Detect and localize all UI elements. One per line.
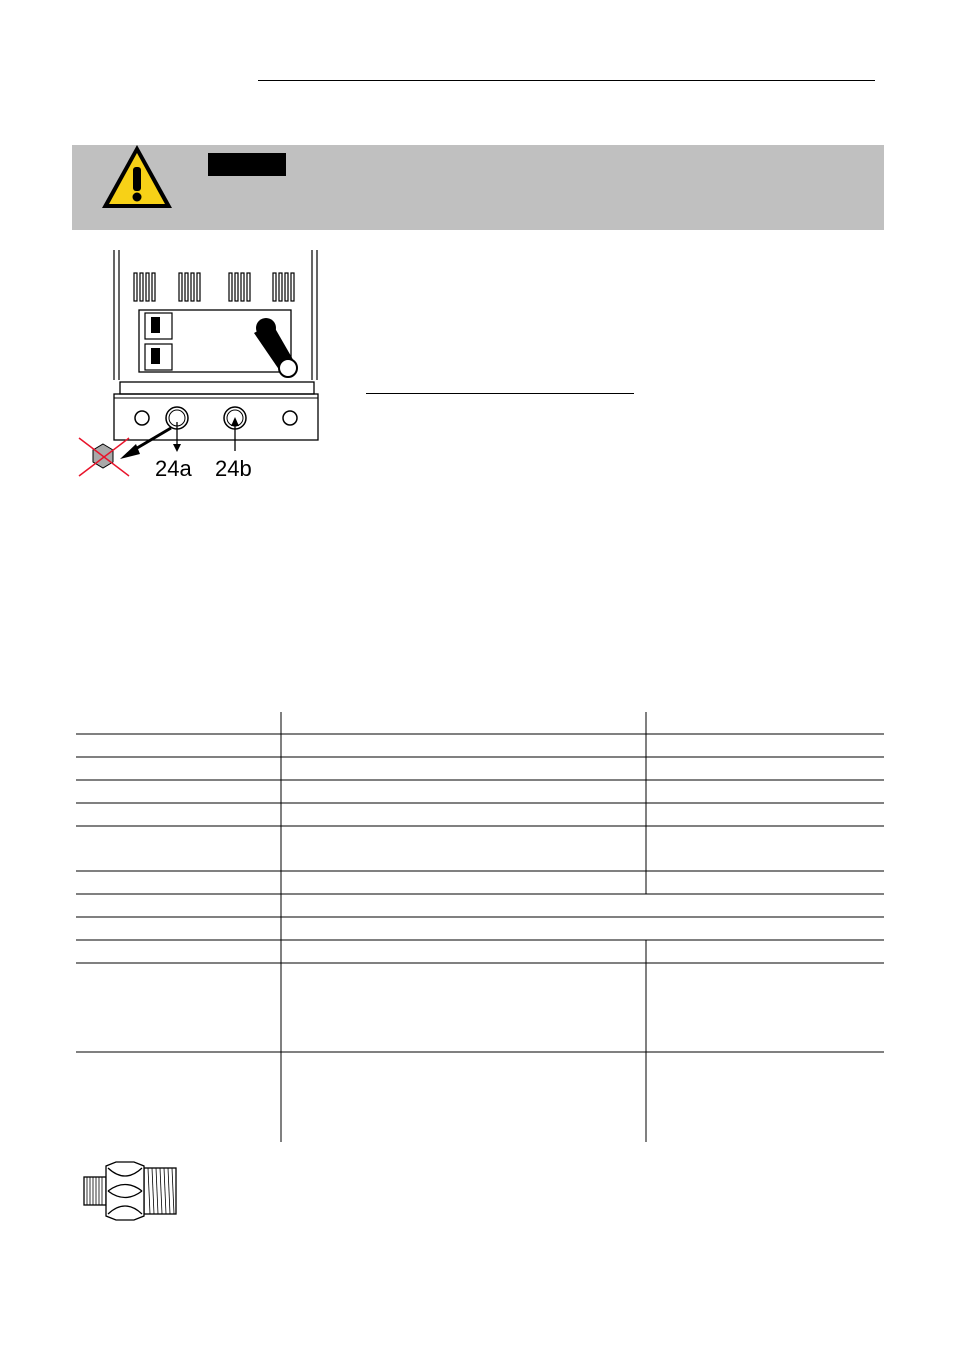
vent-slots xyxy=(134,273,294,301)
nut-crossed-icon xyxy=(79,438,129,476)
device-front-panel-figure xyxy=(76,248,328,480)
hex-fitting-icon xyxy=(78,1160,182,1222)
spec-table xyxy=(76,712,884,1142)
header-rule xyxy=(258,80,875,81)
warning-band xyxy=(72,145,884,230)
signal-word-label xyxy=(208,153,286,176)
warning-triangle-icon xyxy=(100,143,174,211)
callout-24a: 24a xyxy=(155,456,192,480)
text-underline-rule xyxy=(366,393,634,394)
callout-24b: 24b xyxy=(215,456,252,480)
